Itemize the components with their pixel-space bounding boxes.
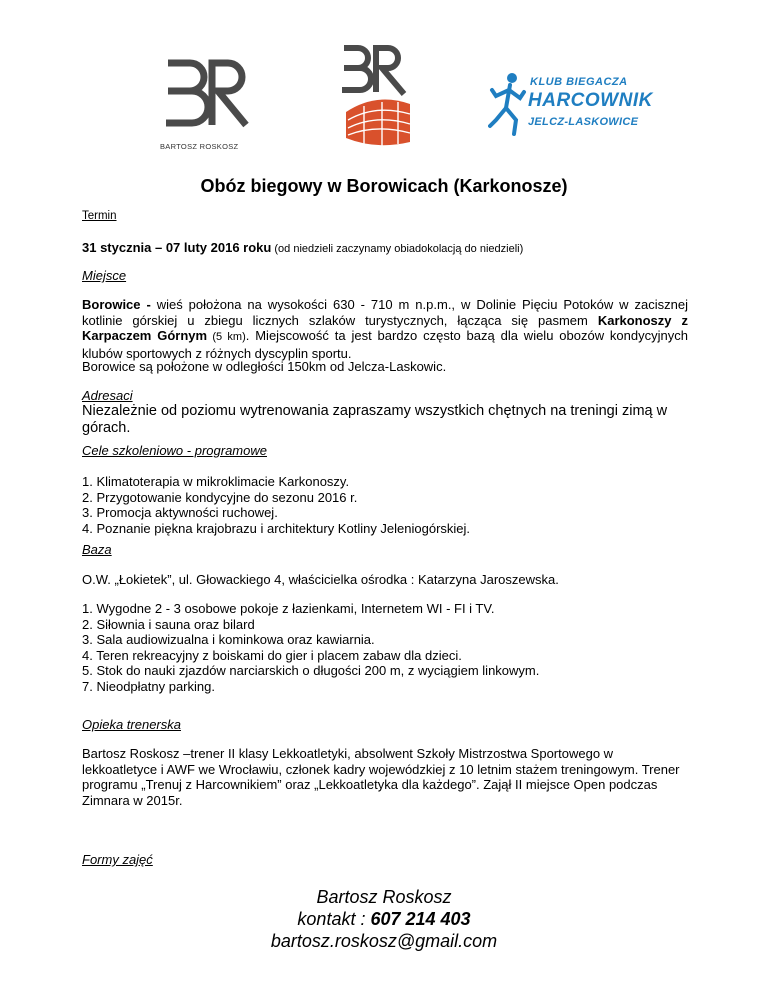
list-item: 7. Nieodpłatny parking.: [82, 678, 215, 694]
miejsce-paragraph: [82, 297, 688, 361]
runner-icon: [488, 70, 528, 140]
termin-label: Termin: [82, 210, 117, 222]
club-name-line1: KLUB BIEGACZA: [530, 76, 628, 88]
baza-intro: O.W. „Łokietek”, ul. Głowackiego 4, właścicielka ośrodka : Katarzyna Jaroszewska.: [82, 572, 559, 587]
miejsce-bold-start: Borowice -: [82, 297, 157, 312]
list-item: 1. Klimatoterapia w mikroklimacie Karkonoszy.: [82, 474, 350, 489]
club-name-line2: HARCOWNIK: [528, 90, 653, 111]
list-item: 2. Przygotowanie kondycyjne do sezonu 2016 r.: [82, 489, 358, 505]
br-logo-left: [160, 55, 260, 150]
br-track-logo: [336, 42, 416, 152]
contact-phone-line: [0, 908, 768, 930]
br-logo-caption: BARTOSZ ROSKOSZ: [160, 142, 239, 151]
harcownik-club-logo: [488, 70, 658, 140]
miejsce-bold-mid: Karkonoszy z Karpaczem Górnym: [82, 312, 688, 343]
contact-phone: 607 214 403: [370, 909, 471, 929]
termin-dates: [82, 240, 688, 258]
list-item: 1. Wygodne 2 - 3 osobowe pokoje z łazienkami, Internetem WI - FI i TV.: [82, 601, 495, 616]
list-item: 3. Sala audiowizualna i kominkowa oraz kawiarnia.: [82, 632, 375, 647]
miejsce-distance: (5 km): [207, 331, 246, 343]
opieka-text: Bartosz Roskosz –trener II klasy Lekkoatletyki, absolwent Szkoły Mistrzostwa Sportowego w lekkoatletyce i AWF we Wrocławiu, członek kadry wojewódzkiej z 10 letnim stażem treningowym. Trener programu „Trenuj z Harcownikiem” oraz „Lekkoatletyka dla każdego”. Zajął II miejsce Open podczas Zimnara w 2015r.: [82, 746, 680, 808]
cele-list: [82, 474, 688, 536]
cele-label: Cele szkoleniowo - programowe: [82, 443, 267, 458]
list-item: 4. Teren rekreacyjny z boiskami do gier i placem zabaw dla dzieci.: [82, 647, 462, 663]
contact-email: bartosz.roskosz@gmail.com: [270, 931, 498, 951]
club-name-line3: JELCZ-LASKOWICE: [528, 116, 639, 128]
br-track-icon: [336, 42, 416, 152]
contact-name: Bartosz Roskosz: [316, 887, 452, 907]
termin-dates-bold: 31 stycznia – 07 luty 2016 roku: [82, 240, 272, 255]
formy-label: Formy zajęć: [82, 852, 153, 867]
termin-dates-note: (od niedzieli zaczynamy obiadokolacją do niedzieli): [271, 243, 524, 255]
miejsce-distance-line: Borowice są położone w odległości 150km od Jelcza-Laskowic.: [82, 359, 447, 374]
list-item: 4. Poznanie piękna krajobrazu i architektury Kotliny Jeleniogórskiej.: [82, 520, 471, 536]
miejsce-label: Miejsce: [82, 268, 127, 283]
opieka-label: Opieka trenerska: [82, 717, 181, 732]
list-item: 3. Promocja aktywności ruchowej.: [82, 505, 278, 520]
baza-list: [82, 601, 688, 694]
list-item: 2. Siłownia i sauna oraz bilard: [82, 616, 255, 632]
adresaci-label: Adresaci: [82, 388, 133, 403]
miejsce-text2: . Miejscowość ta jest bardzo często bazą dla wielu obozów kondycyjnych klubów sportowych z różnych dyscyplin sportu.: [82, 328, 688, 361]
miejsce-text: wieś położona na wysokości 630 - 710 m n.p.m., w Dolinie Pięciu Potoków w zacisznej kotlinie górskiej u zbiegu licznych szlaków turystycznych, łącząca się pasmem: [82, 297, 688, 328]
baza-label: Baza: [82, 542, 112, 557]
br-monogram-icon: [160, 55, 260, 135]
list-item: 5. Stok do nauki zjazdów narciarskich o długości 200 m, z wyciągiem linkowym.: [82, 663, 540, 678]
contact-phone-label: kontakt :: [297, 909, 371, 929]
page-title: Obóz biegowy w Borowicach (Karkonosze): [200, 176, 568, 196]
adresaci-text: Niezależnie od poziomu wytrenowania zapraszamy wszystkich chętnych na treningi zimą w górach.: [82, 403, 668, 436]
